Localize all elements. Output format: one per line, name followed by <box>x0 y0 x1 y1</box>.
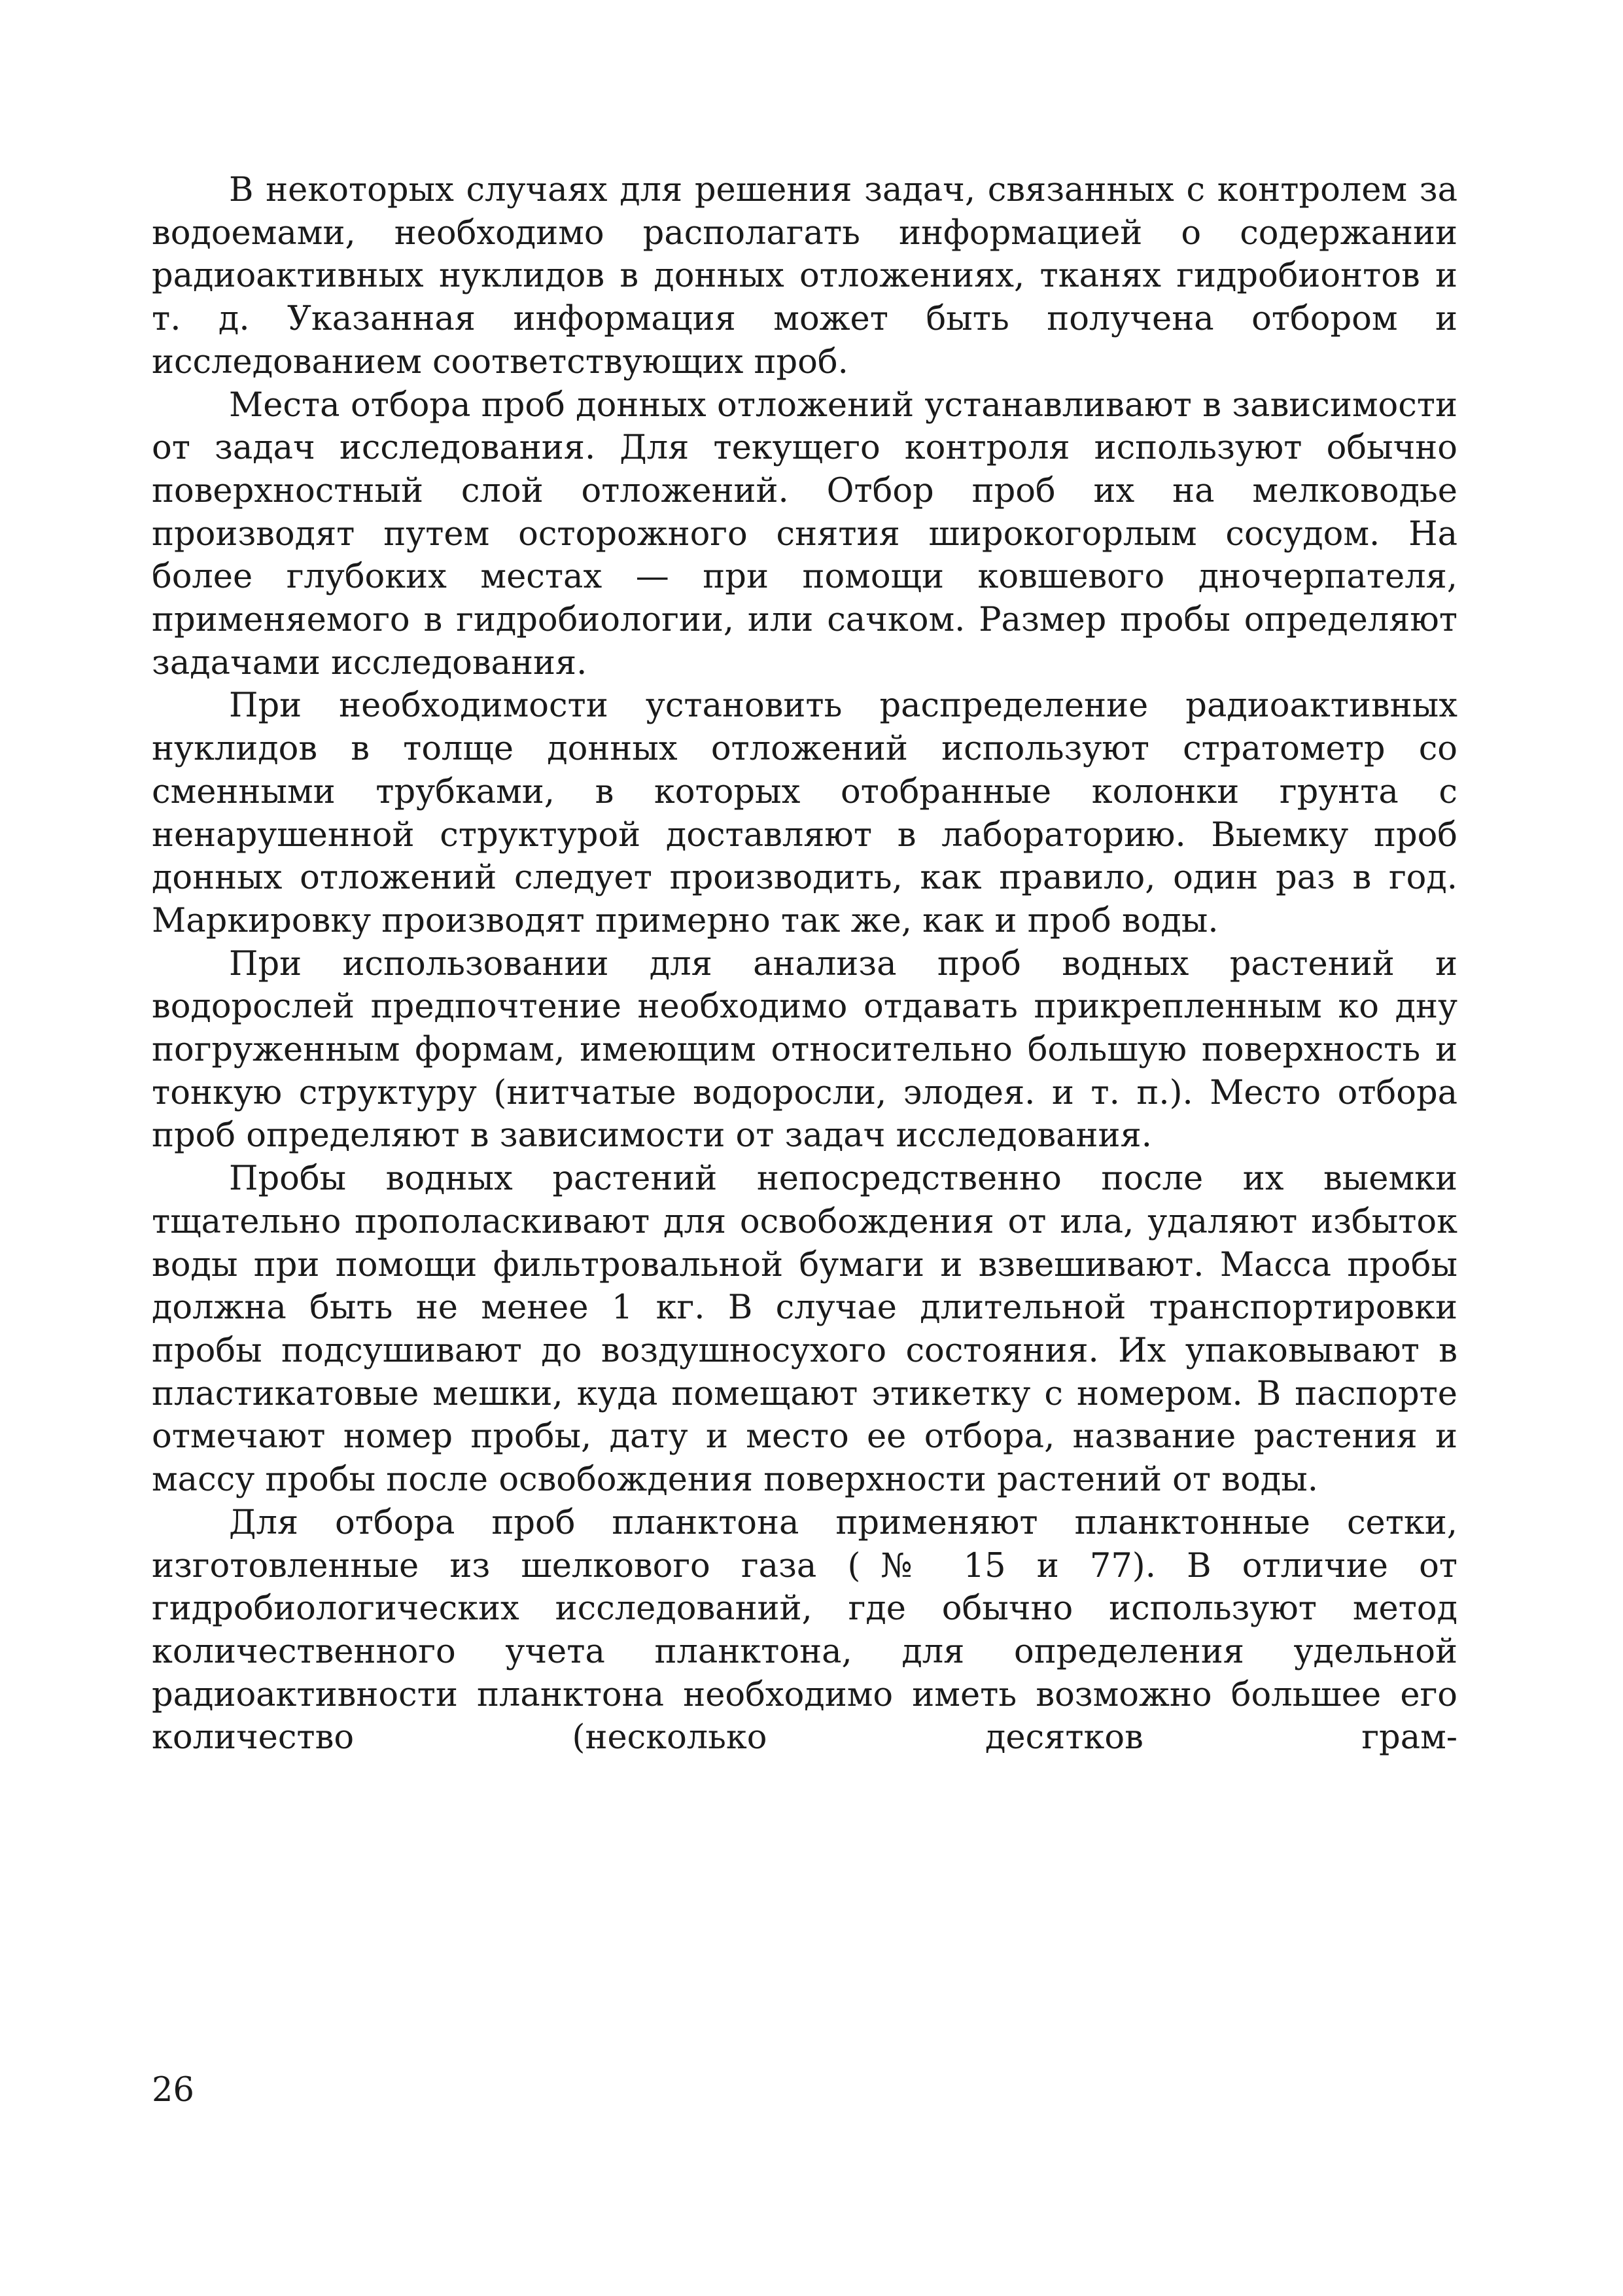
paragraph-6: Для отбора проб планктона применяют планктонные сетки, изготовленные из шелкового газа (№ 15 и 77). В отличие от гидробиологических исследований, где обычно используют метод количественного учета планктона, для определения удельной радиоактивности планктона необходимо иметь возможно большее его количество (несколько десятков грам- <box>152 1503 1457 1757</box>
paragraph-1: В некоторых случаях для решения задач, связанных с контролем за водоемами, необходимо располагать информацией о содержании радиоактивных нуклидов в донных отложениях, тканях гидробионтов и т. д. Указанная информация может быть получена отбором и исследованием соответствующих проб. <box>152 171 1457 381</box>
page-number: 26 <box>152 2071 194 2110</box>
paragraph-4: При использовании для анализа проб водных растений и водорослей предпочтение необходимо отдавать прикрепленным ко дну погруженным формам, имеющим относительно большую поверхность и тонкую структуру (нитчатые водоросли, элодея. и т. п.). Место отбора проб определяют в зависимости от задач исследования. <box>152 944 1457 1156</box>
paragraph-2: Места отбора проб донных отложений устанавливают в зависимости от задач исследования. Для текущего контроля используют обычно поверхностный слой отложений. Отбор проб их на мелководье производят путем осторожного снятия широкогорлым сосудом. На более глубоких местах — при помощи ковшевого дночерпателя, применяемого в гидробиологии, или сачком. Размер пробы определяют задачами исследования. <box>152 385 1457 682</box>
body-text <box>152 169 1457 1759</box>
paragraph-3: При необходимости установить распределение радиоактивных нуклидов в толще донных отложений используют стратометр со сменными трубками, в которых отобранные колонки грунта с ненарушенной структурой доставляют в лабораторию. Выемку проб донных отложений следует производить, как правило, один раз в год. Маркировку производят примерно так же, как и проб воды. <box>152 686 1457 940</box>
paragraph-5: Пробы водных растений непосредственно после их выемки тщательно прополаскивают для освобождения от ила, удаляют избыток воды при помощи фильтровальной бумаги и взвешивают. Масса пробы должна быть не менее 1 кг. В случае длительной транспортировки пробы подсушивают до воздушносухого состояния. Их упаковывают в пластикатовые мешки, куда помещают этикетку с номером. В паспорте отмечают номер пробы, дату и место ее отбора, название растения и массу пробы после освобождения поверхности растений от воды. <box>152 1159 1457 1500</box>
